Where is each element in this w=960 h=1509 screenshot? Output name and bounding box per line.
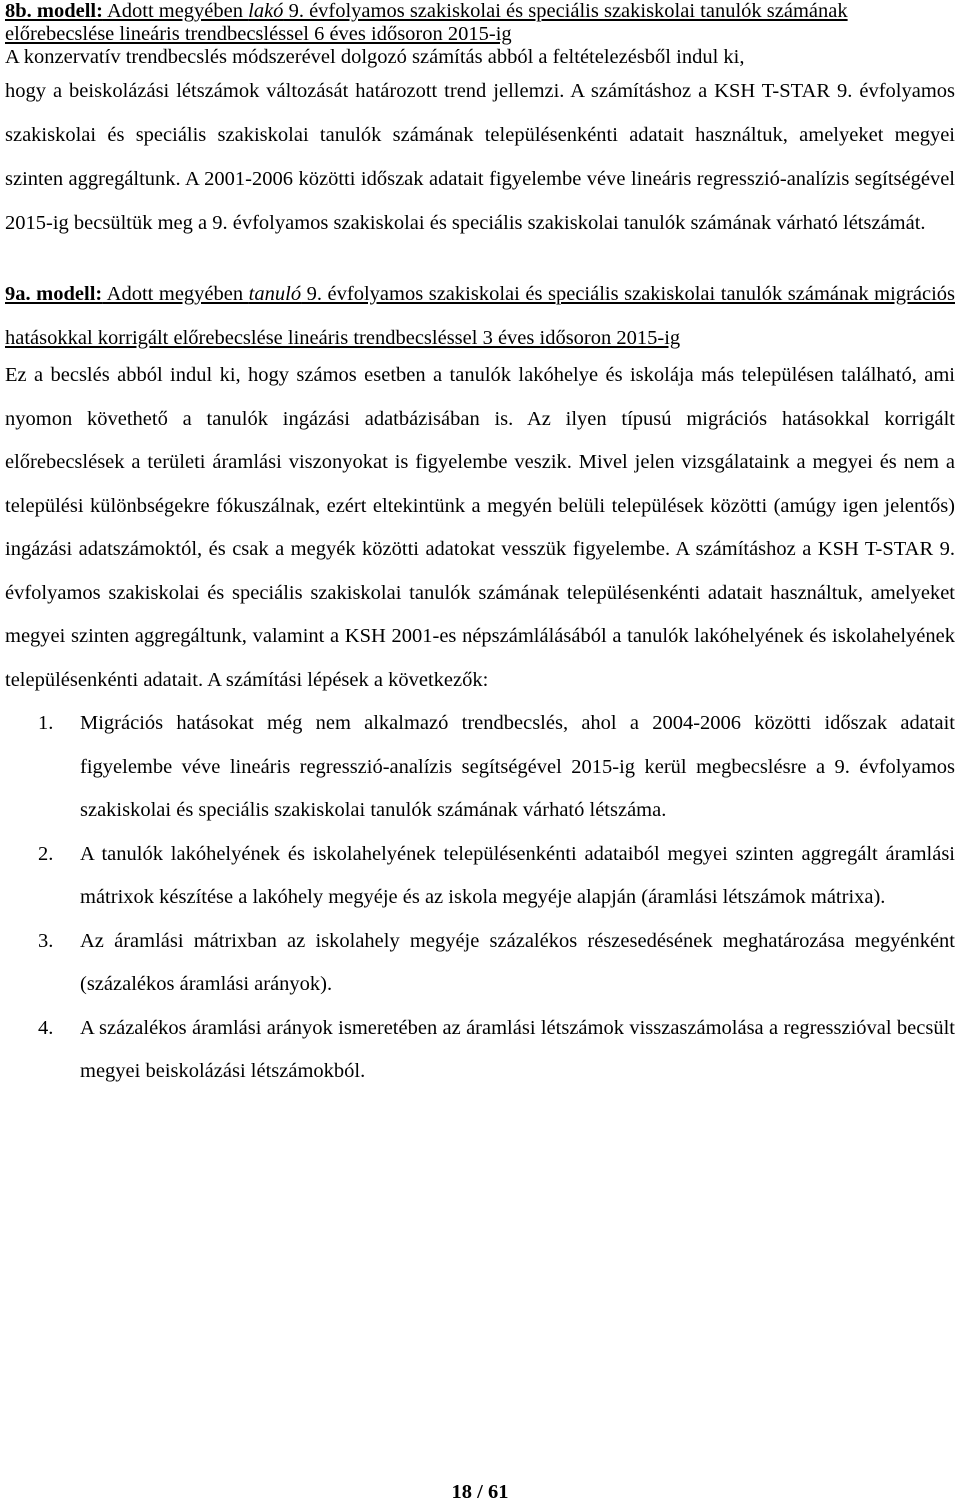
- page-number: 18 / 61: [451, 1481, 509, 1503]
- list-item: [5, 702, 955, 833]
- document-page: [5, 0, 955, 1094]
- list-item: [5, 1007, 955, 1094]
- calculation-steps-list: [5, 702, 955, 1094]
- list-item-text: Migrációs hatásokat még nem alkalmazó trendbecslés, ahol a 2004-2006 közötti időszak adatait figyelembe véve lineáris regresszió-analízis segítségével 2015-ig kerül megbecslésre a 9. évfolyamos szakiskolai és speciális szakiskolai tanulók számának várható létszáma.: [80, 712, 955, 821]
- list-item-text: Az áramlási mátrixban az iskolahely megyéje százalékos részesedésének meghatározása megyénként (százalékos áramlási arányok).: [80, 929, 955, 995]
- section-8b-intro-line: A konzervatív trendbecslés módszerével dolgozó számítás abból a feltételezésből indul ki,: [5, 46, 745, 68]
- list-item-number: 3.: [38, 929, 54, 952]
- section-9a: [5, 273, 955, 1094]
- section-9a-heading-pre: Adott megyében: [102, 283, 249, 305]
- list-item-number: 1.: [38, 712, 54, 734]
- section-8b-heading-post: 9. évfolyamos szakiskolai és speciális szakiskolai tanulók számának előrebecslése lineáris trendbecsléssel 6 éves idősoron 2015-ig: [5, 0, 848, 45]
- list-item: [5, 833, 955, 920]
- section-8b-heading-pre: Adott megyében: [102, 0, 249, 22]
- section-8b-heading: [5, 0, 955, 46]
- list-item-number: 4.: [38, 1016, 54, 1039]
- section-9a-heading-label: 9a. modell:: [5, 283, 103, 305]
- section-9a-heading-italic: tanuló: [248, 283, 302, 305]
- list-item-text: A százalékos áramlási arányok ismeretében az áramlási létszámok visszaszámolása a regresszióval becsült megyei beiskolázási létszámokból.: [80, 1016, 955, 1082]
- section-9a-heading-post: 9. évfolyamos szakiskolai és speciális szakiskolai tanulók számának migrációs hatásokkal korrigált előrebecslése lineáris trendbecsléssel 3 éves idősoron 2015-ig: [5, 283, 955, 349]
- section-8b-body: hogy a beiskolázási létszámok változását határozott trend jellemzi. A számításhoz a KSH T-STAR 9. évfolyamos szakiskolai és speciális szakiskolai tanulók számának településenkénti adatait használtuk, amelyeket megyei szinten aggregáltunk. A 2001-2006 közötti időszak adatait figyelembe véve lineáris regresszió-analízis segítségével 2015-ig becsültük meg a 9. évfolyamos szakiskolai és speciális szakiskolai tanulók számának várható létszámát.: [5, 80, 955, 234]
- section-9a-heading: [5, 273, 955, 360]
- section-8b-heading-label: 8b. modell:: [5, 0, 103, 22]
- section-8b: [5, 0, 955, 245]
- list-item-text: A tanulók lakóhelyének és iskolahelyének településenkénti adataiból megyei szinten aggregált áramlási mátrixok készítése a lakóhely megyéje és az iskola megyéje alapján (áramlási létszámok mátrixa).: [80, 842, 955, 908]
- section-8b-heading-italic: lakó: [248, 0, 284, 22]
- list-item: [5, 920, 955, 1007]
- section-9a-body: Ez a becslés abból indul ki, hogy számos esetben a tanulók lakóhelye és iskolája más településen található, ami nyomon követhető a tanulók ingázási adatbázisában is. Az ilyen típusú migrációs hatásokkal korrigált előrebecslések a területi áramlási viszonyokat is figyelembe veszik. Mivel jelen vizsgálataink a megyei és nem a települési különbségekre fókuszálnak, ezért eltekintünk a megyén belüli települések közötti (amúgy igen jelentős) ingázási adatszámoktól, és csak a megyék közötti adatokat vesszük figyelembe. A számításhoz a KSH T-STAR 9. évfolyamos szakiskolai és speciális szakiskolai tanulók számának településenkénti adatait használtuk, amelyeket megyei szinten aggregáltunk, valamint a KSH 2001-es népszámlálásából a tanulók lakóhelyének és iskolahelyének településenkénti adatait. A számítási lépések a következők:: [5, 364, 955, 691]
- list-item-number: 2.: [38, 842, 54, 865]
